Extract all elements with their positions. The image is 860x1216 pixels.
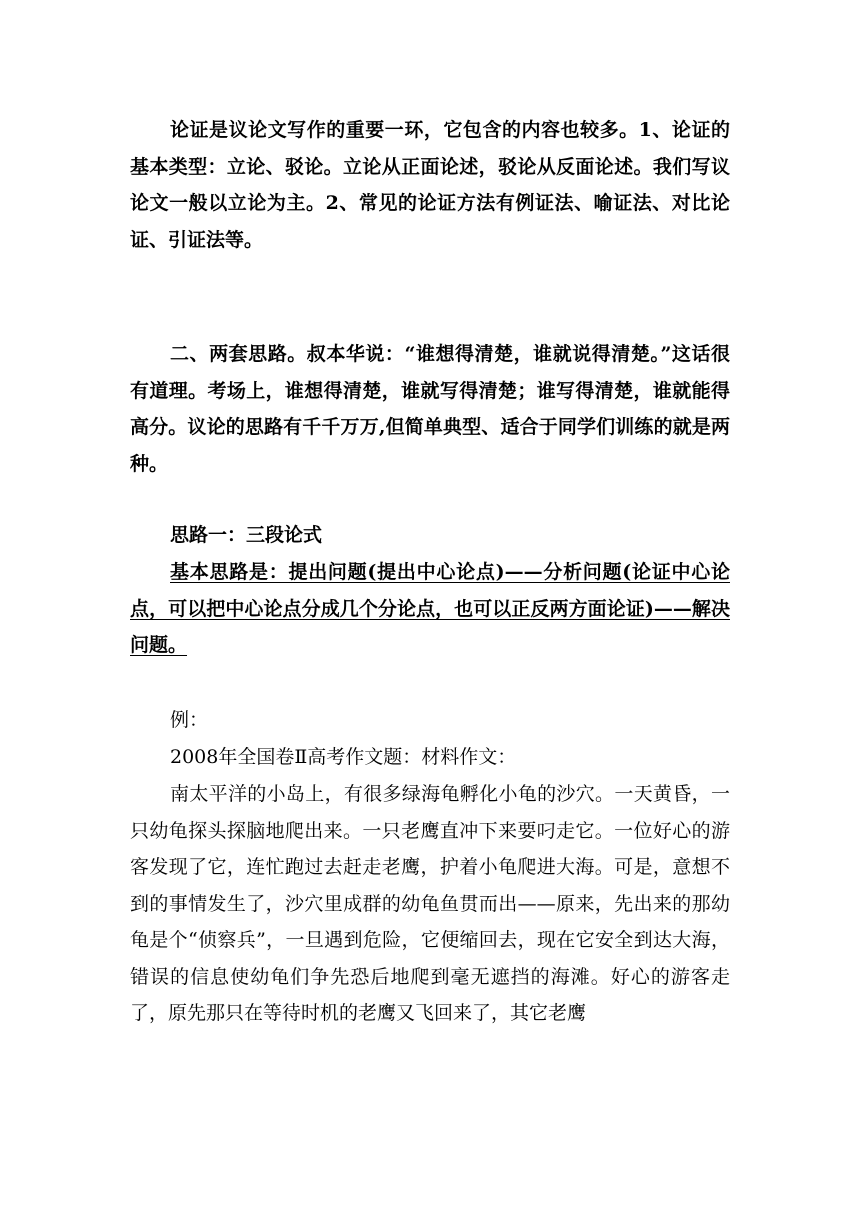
paragraph-argumentation-intro: 论证是议论文写作的重要一环，它包含的内容也较多。1、论证的基本类型：立论、驳论。立论从正面论述，驳论从反面论述。我们写议论文一般以立论为主。2、常见的论证方法有例证法、喻证法、对比论证、引证法等。: [130, 119, 730, 251]
exam-question-title: 2008年全国卷Ⅱ高考作文题：材料作文：: [170, 746, 517, 768]
material-passage: 南太平洋的小岛上，有很多绿海龟孵化小龟的沙穴。一天黄昏，一只幼龟探头探脑地爬出来。一只老鹰直冲下来要叼走它。一位好心的游客发现了它，连忙跑过去赶走老鹰，护着小龟爬进大海。可是，意想不到的事情发生了，沙穴里成群的幼龟鱼贯而出——原来，先出来的那幼龟是个“侦察兵”，一旦遇到危险，它便缩回去，现在它安全到达大海，错误的信息使幼龟们争先恐后地爬到毫无遮挡的海滩。好心的游客走了，原先那只在等待时机的老鹰又飞回来了，其它老鹰: [130, 783, 730, 1024]
example-label: 例：: [170, 709, 209, 731]
heading-approach-one: 思路一：三段论式: [170, 524, 323, 546]
paragraph-basic-approach: 基本思路是：提出问题(提出中心论点)——分析问题(论证中心论点，可以把中心论点分成几个分论点，也可以正反两方面论证)——解决问题。: [130, 561, 730, 656]
paragraph-two-approaches: 二、两套思路。叔本华说：“谁想得清楚，谁就说得清楚。”这话很有道理。考场上，谁想得清楚，谁就写得清楚；谁写得清楚，谁就能得高分。议论的思路有千千万万,但简单典型、适合于同学们训练的就是两种。: [130, 343, 730, 475]
